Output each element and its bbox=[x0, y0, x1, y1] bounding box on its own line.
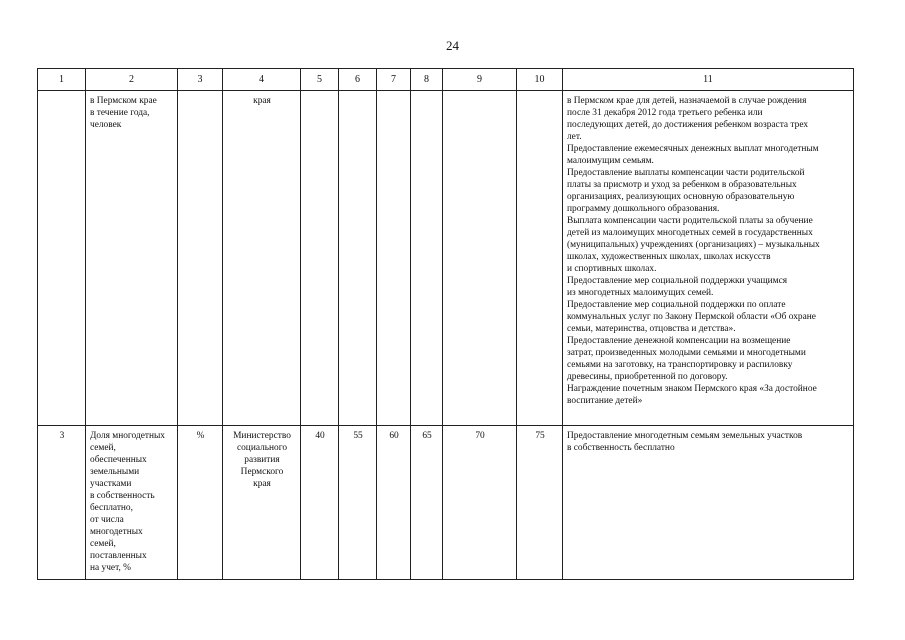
cell-text-line: Предоставление денежной компенсации на возмещение bbox=[567, 336, 791, 346]
cell-text-line: Предоставление ежемесячных денежных выплат многодетным bbox=[567, 144, 819, 154]
cell-text-line: из многодетных малоимущих семей. bbox=[567, 288, 714, 298]
column-number-header: 5 bbox=[301, 69, 339, 91]
cell-text-line: затрат, произведенных молодыми семьями и многодетными bbox=[567, 348, 806, 358]
cell-text-line: платы за присмотр и уход за ребенком в образовательных bbox=[567, 180, 797, 190]
cell-text-line: лет. bbox=[567, 132, 582, 142]
cell-text-line: организациях, реализующих основную образовательную bbox=[567, 192, 795, 202]
unit-cell: % bbox=[178, 426, 223, 580]
cell-text-line: человек bbox=[90, 120, 122, 130]
cell-text-line: (муниципальных) учреждениях (организациях) – музыкальных bbox=[567, 240, 820, 250]
cell-text-line: в Пермском крае bbox=[90, 96, 157, 106]
cell-text-line: обеспеченных bbox=[90, 455, 147, 465]
cell-text-line: в течение года, bbox=[90, 108, 150, 118]
column-number-header: 7 bbox=[377, 69, 411, 91]
indicator-name-cell bbox=[86, 91, 178, 426]
cell-text-line: школах, художественных школах, школах искусств bbox=[567, 252, 771, 262]
cell-text-line: Предоставление многодетным семьям земельных участков bbox=[567, 431, 803, 441]
cell-text-line: коммунальных услуг по Закону Пермской области «Об охране bbox=[567, 312, 816, 322]
indicator-table bbox=[37, 68, 854, 580]
table-row bbox=[38, 426, 854, 580]
cell-text-line: в собственность бесплатно bbox=[567, 443, 675, 453]
responsible-cell bbox=[223, 426, 301, 580]
cell-text-line: в собственность bbox=[90, 491, 155, 501]
table-cell bbox=[443, 91, 517, 426]
cell-text-line: в Пермском крае для детей, назначаемой в случае рождения bbox=[567, 96, 807, 106]
cell-text-line: поставленных bbox=[90, 551, 147, 561]
cell-text-line: бесплатно, bbox=[90, 503, 133, 513]
measures-cell bbox=[563, 426, 854, 580]
indicator-name-cell bbox=[86, 426, 178, 580]
table-cell bbox=[377, 91, 411, 426]
cell-text-line: детей из малоимущих многодетных семей в государственных bbox=[567, 228, 813, 238]
cell-text-line: социального bbox=[236, 443, 288, 453]
cell-text-line: малоимущим семьям. bbox=[567, 156, 654, 166]
value-cell: 70 bbox=[443, 426, 517, 580]
cell-text-line: Предоставление мер социальной поддержки учащимся bbox=[567, 276, 788, 286]
table-cell bbox=[411, 91, 443, 426]
cell-text-line: края bbox=[253, 96, 271, 106]
cell-text-line: и спортивных школах. bbox=[567, 264, 657, 274]
column-number-header: 1 bbox=[38, 69, 86, 91]
measures-cell bbox=[563, 91, 854, 426]
cell-text-line: семьями на заготовку, на транспортировку и распиловку bbox=[567, 360, 793, 370]
column-number-header: 3 bbox=[178, 69, 223, 91]
cell-text-line: семей, bbox=[90, 539, 116, 549]
column-number-header: 11 bbox=[563, 69, 854, 91]
cell-text-line: Предоставление выплаты компенсации части родительской bbox=[567, 168, 805, 178]
value-cell: 40 bbox=[301, 426, 339, 580]
cell-text-line: семей, bbox=[90, 443, 116, 453]
row-number-cell: 3 bbox=[38, 426, 86, 580]
table-row bbox=[38, 91, 854, 426]
table-cell bbox=[517, 91, 563, 426]
table-cell bbox=[339, 91, 377, 426]
column-number-header: 2 bbox=[86, 69, 178, 91]
cell-text-line: края bbox=[253, 479, 271, 489]
responsible-cell bbox=[223, 91, 301, 426]
cell-text-line: на учет, % bbox=[90, 563, 131, 573]
value-cell: 65 bbox=[411, 426, 443, 580]
cell-text-line: семьи, материнства, отцовства и детства». bbox=[567, 324, 736, 334]
cell-text-line: Выплата компенсации части родительской платы за обучение bbox=[567, 216, 813, 226]
cell-text-line: программу дошкольного образования. bbox=[567, 204, 720, 214]
column-number-header: 10 bbox=[517, 69, 563, 91]
cell-text-line: развития bbox=[244, 455, 280, 465]
table-cell bbox=[178, 91, 223, 426]
cell-text-line: участками bbox=[90, 479, 132, 489]
cell-text-line: Награждение почетным знаком Пермского края «За достойное bbox=[567, 384, 817, 394]
cell-text-line: Министерство bbox=[233, 431, 291, 441]
column-number-header: 4 bbox=[223, 69, 301, 91]
value-cell: 55 bbox=[339, 426, 377, 580]
cell-text-line: Доля многодетных bbox=[90, 431, 165, 441]
value-cell: 75 bbox=[517, 426, 563, 580]
cell-text-line: земельными bbox=[90, 467, 140, 477]
column-number-header: 8 bbox=[411, 69, 443, 91]
cell-text-line: Предоставление мер социальной поддержки по оплате bbox=[567, 300, 786, 310]
cell-text-line: последующих детей, до достижения ребенком возраста трех bbox=[567, 120, 809, 130]
table-header-row bbox=[38, 69, 854, 91]
cell-text-line: многодетных bbox=[90, 527, 143, 537]
cell-text-line: после 31 декабря 2012 года третьего ребенка или bbox=[567, 108, 763, 118]
column-number-header: 9 bbox=[443, 69, 517, 91]
page-number: 24 bbox=[446, 38, 459, 53]
value-cell: 60 bbox=[377, 426, 411, 580]
cell-text-line: воспитание детей» bbox=[567, 396, 643, 406]
cell-text-line: Пермского bbox=[240, 467, 284, 477]
table-cell bbox=[38, 91, 86, 426]
column-number-header: 6 bbox=[339, 69, 377, 91]
cell-text-line: древесины, приобретенной по договору. bbox=[567, 372, 728, 382]
cell-text-line: от числа bbox=[90, 515, 124, 525]
table-cell bbox=[301, 91, 339, 426]
